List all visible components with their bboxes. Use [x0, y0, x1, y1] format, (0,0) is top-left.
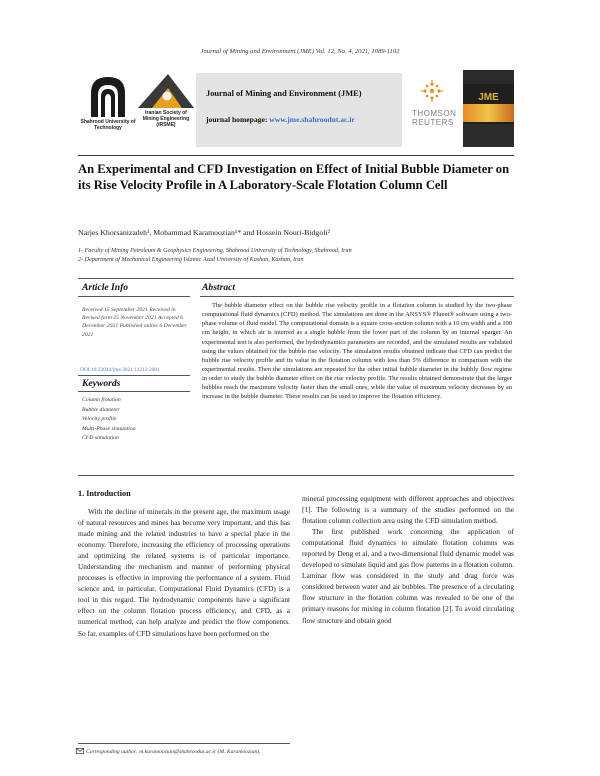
introduction-right-column — [302, 493, 514, 626]
thomson-reuters-dots-icon — [421, 80, 443, 102]
keyword-item: Velocity profile — [82, 416, 117, 423]
keyword-item: Column flotation — [82, 397, 121, 403]
keyword-item: Multi-Phase simulation — [82, 425, 136, 432]
keywords-divider — [78, 391, 190, 392]
keyword-item: Bubble diameter — [82, 406, 120, 413]
footnote-text: Corresponding author: m.karamoozian@shahroodut.ac.ir (M. Karamoozian). — [86, 749, 261, 755]
journal-homepage — [206, 115, 355, 124]
affiliation-2: 2- Department of Mechanical Engineering Islamic Azad University of Kashan, Kashan, Iran — [78, 257, 304, 263]
article-dates: Received 15 September 2021 Received in Revised form 25 November 2021 Accepted 6 December 2021 Published online 6 December 2021 — [82, 307, 188, 338]
article-info-divider — [78, 296, 190, 297]
keywords-top-divider — [78, 375, 190, 376]
university-logo — [78, 73, 138, 147]
abstract-bottom-divider — [78, 475, 514, 476]
intro-paragraph: mineral processing equipment with different approaches and objectives [1]. The following is a summary of the studies performed on the flotation column collection area using the CFD simulation method. — [302, 494, 514, 526]
paper-title: An Experimental and CFD Investigation on Effect of Initial Bubble Diameter on its Rise Velocity Profile in A Laboratory-Scale Flotation Column Cell — [78, 162, 510, 193]
abstract-body: The bubble diameter effect on the bubble rise velocity profile in a flotation column is studied by the two-phase computational fluid dynamics (CFD) method. The simulations are done in the ANSYS® Fluent® software using a two-phase volume of fluid model. The computational domain is a square cross-section column with a 10 cm width and a 100 cm height, in which air is interred as a single bubble from the lower part of the column by an internal sparger. An experimental test is also performed, the hydrodynamics parameters are recorded, and the simulated results are validated using the values obtained for the bubble rise velocity. The simulation results obtained indicate that CFD can predict the bubble rise velocity profile and its value in the flotation column with less than 5% difference in comparison with the experimental results. Then the simulations are repeated for the other initial bubble diameter in the bubbly flow regime in order to study the bubble diameter effect on the rise velocity profile. The results obtained demonstrate that the larger bubbles reach the maximum velocity faster than the small ones, while the value of maximum velocity decreases by an increase in the bubble diameter. These results can be used to improve the flotation efficiency. — [202, 302, 512, 401]
corresponding-author-note — [86, 749, 261, 755]
introduction-heading: 1. Introduction — [78, 489, 131, 498]
cover-title: JME — [478, 92, 499, 103]
publisher-logo — [404, 80, 460, 140]
envelope-icon — [76, 748, 84, 754]
running-header: Journal of Mining and Environment (JME) Vol. 12, No. 4, 2021, 1089-1102 — [200, 48, 400, 55]
society-logo — [134, 70, 198, 148]
footnote-divider — [78, 743, 290, 744]
homepage-link[interactable]: www.jme.shahroodut.ac.ir — [269, 115, 355, 124]
journal-title-box — [196, 73, 402, 147]
authors: Narjes Khorsanizadeh¹, Mohammad Karamoozian¹* and Hossein Nouri-Bidgoli² — [78, 228, 330, 237]
keywords-list — [82, 396, 188, 444]
keywords-heading: Keywords — [82, 378, 121, 389]
journal-cover-thumbnail — [463, 70, 514, 147]
society-name: Iranian Society of Mining Engineering (IRSME) — [142, 110, 190, 128]
journal-title: Journal of Mining and Environment (JME) — [206, 89, 362, 98]
university-emblem-icon — [85, 73, 131, 119]
publisher-name: THOMSON REUTERS — [412, 109, 457, 127]
article-info-heading: Article Info — [82, 282, 129, 293]
introduction-left-column: With the decline of minerals in the present age, the maximum usage of natural resources and mines has become very important, and this has made mining and the related industries to have a special place in the economy. Therefore, increasing the efficiency of processing operations and optimizing the related systems is of particular importance. Understanding the mechanism and manner of performing physical processes is effective in improving the performance of a system. Fluid science and, in particular, Computational Fluid Dynamics (CFD) is a tool in this regard. The hydrodynamic components have a significant effect on the column flotation process efficiency, and CFD, as a numerical method, can help analyze and predict the flow components. So far, examples of CFD simulations have been performed on the — [78, 507, 290, 638]
university-name: Shahrood University of Technology — [80, 119, 136, 131]
abstract-heading: Abstract — [202, 282, 236, 293]
header-divider — [78, 155, 514, 156]
homepage-label: journal homepage: — [206, 115, 268, 124]
journal-header-band — [78, 70, 514, 148]
society-emblem-icon — [134, 70, 198, 110]
info-top-divider — [78, 278, 514, 279]
intro-paragraph: The first published work concerning the application of computational fluid dynamics to simulate flotation columns was reported by Deng et al, and a two-dimensional fluid dynamic model was developed to simulate liquid and gas flow patterns in a flotation column. Laminar flow was considered in the study and drag force was considered between water and air bubbles. The presence of a circulating flow structure in the flotation column was revealed to be one of the primary reasons for mixing in column flotation [2]. To avoid circulating flow structure and obtain good — [302, 527, 514, 625]
affiliation-1: 1- Faculty of Mining Petroleum & Geophysics Engineering, Shahrood University of Technology, Shahrood, Iran — [78, 248, 352, 254]
keyword-item: CFD simulation — [82, 435, 119, 442]
abstract-divider — [200, 296, 514, 297]
doi-link[interactable]: DOI:10.22044/jme.2021.11213.2081 — [80, 367, 160, 373]
